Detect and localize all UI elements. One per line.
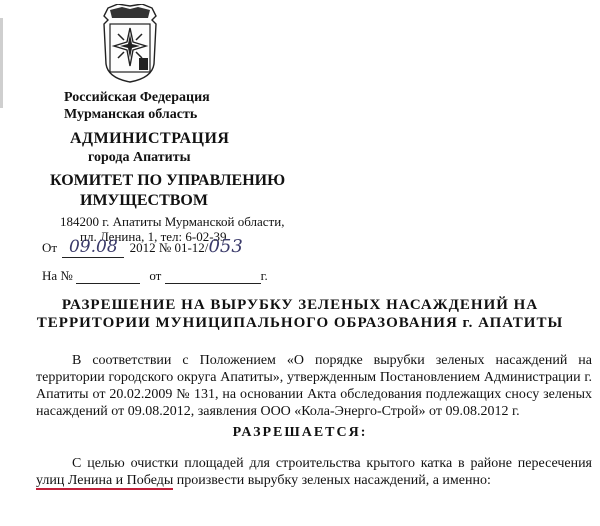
outgoing-reference: [42, 236, 243, 258]
permit-paragraph: [36, 455, 592, 489]
header-admin-title: АДМИНИСТРАЦИЯ: [70, 130, 230, 147]
permit-text-before: С целью очистки площадей для строительства крытого катка в районе пересечения: [72, 456, 592, 471]
header-admin-city: города Апатиты: [88, 150, 191, 165]
preamble-text: В соответствии с Положением «О порядке вырубки зеленых насаждений на территории городского округа Апатиты», утвержденным Постановлением Администрации г. Апатиты от 20.02.2009 № 131, на основании Акта обследования подлежащих сносу зеленых насаждений от 09.08.2012, заявления ООО «Кола-Энерго-Строй» от 09.08.2012 г.: [36, 353, 592, 419]
scan-edge-mark: [0, 18, 3, 108]
outgoing-from-label: От: [42, 240, 58, 255]
outgoing-date-handwritten: 09.08: [62, 237, 124, 258]
header-committee-line1: КОМИТЕТ ПО УПРАВЛЕНИЮ: [50, 172, 286, 189]
preamble-paragraph: [36, 352, 592, 420]
incoming-from-label: от: [149, 268, 162, 283]
header-committee-line2: ИМУЩЕСТВОМ: [80, 192, 208, 209]
permits-heading: РАЗРЕШАЕТСЯ:: [232, 425, 368, 440]
header-address-line2: пл. Ленина, 1, тел: 6-02-39: [80, 229, 227, 244]
incoming-on-label: На №: [42, 268, 73, 283]
permit-text-highlight: улиц Ленина и Победы: [36, 473, 174, 488]
incoming-date-blank: [165, 271, 261, 284]
document-title-line1: РАЗРЕШЕНИЕ НА ВЫРУБКУ ЗЕЛЕНЫХ НАСАЖДЕНИЙ НА: [61, 297, 539, 313]
document-title-line2: ТЕРРИТОРИИ МУНИЦИПАЛЬНОГО ОБРАЗОВАНИЯ г. АПАТИТЫ: [36, 315, 564, 331]
incoming-number-blank: [76, 271, 140, 284]
outgoing-year: 2012: [129, 240, 156, 255]
permit-text-after: произвести вырубку зеленых насаждений, а именно:: [173, 473, 491, 488]
permit-text: [36, 455, 592, 489]
outgoing-number-handwritten: 053: [208, 236, 243, 257]
header-country: Российская Федерация: [64, 90, 210, 105]
header-region: Мурманская область: [64, 107, 198, 122]
apatity-coat-of-arms-icon: [102, 4, 158, 84]
outgoing-number-label: № 01-12/: [158, 240, 209, 255]
incoming-year-suffix: г.: [260, 268, 268, 283]
header-address-line1: 184200 г. Апатиты Мурманской области,: [60, 214, 285, 229]
incoming-reference: [42, 268, 268, 284]
